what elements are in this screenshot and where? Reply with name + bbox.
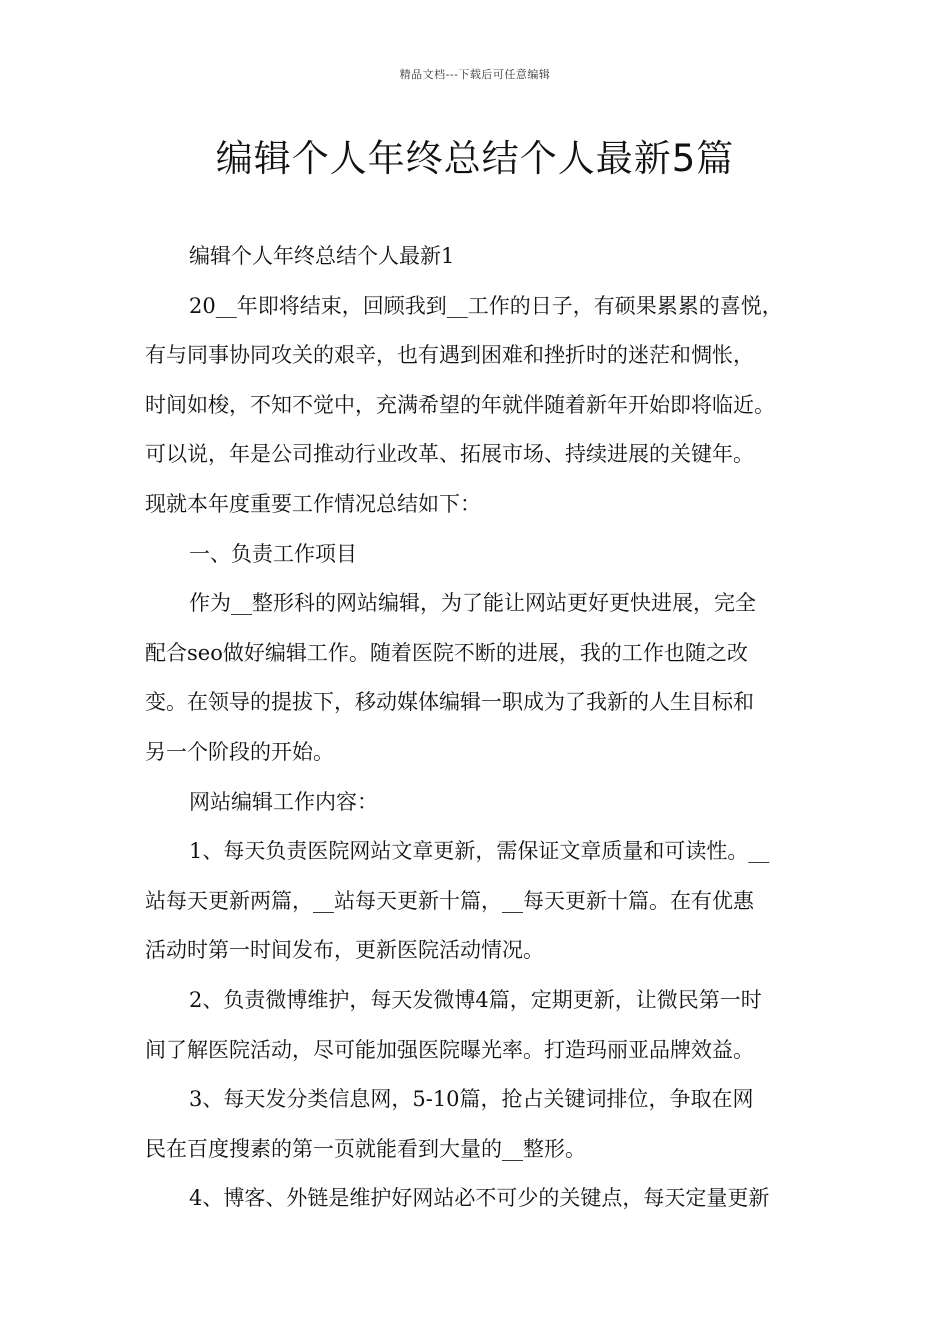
list-item-line: 间了解医院活动，尽可能加强医院曝光率。打造玛丽亚品牌效益。 (145, 1037, 754, 1062)
paragraph-line: 变。在领导的提拔下，移动媒体编辑一职成为了我新的人生目标和 (145, 690, 754, 715)
header-note: 精品文档---下载后可任意编辑 (399, 68, 551, 81)
paragraph-line: 网站编辑工作内容： (189, 789, 378, 814)
list-item-line: 1、每天负责医院网站文章更新，需保证文章质量和可读性。__ (189, 839, 770, 864)
list-item-line: 活动时第一时间发布，更新医院活动情况。 (145, 938, 544, 963)
document-title: 编辑个人年终总结个人最新5篇 (215, 137, 735, 180)
paragraph-line: 作为__整形科的网站编辑，为了能让网站更好更快进展，完全 (189, 591, 756, 616)
paragraph-line: 可以说，年是公司推动行业改革、拓展市场、持续进展的关键年。 (145, 442, 754, 467)
document-body (145, 232, 815, 1224)
list-item-line: 2、负责微博维护，每天发微博4篇，定期更新，让微民第一时 (189, 987, 762, 1012)
paragraph-line: 另一个阶段的开始。 (145, 739, 334, 764)
paragraph-line: 配合seo做好编辑工作。随着医院不断的进展，我的工作也随之改 (145, 640, 748, 665)
section-heading: 编辑个人年终总结个人最新1 (189, 244, 455, 268)
paragraph-line: 20__年即将结束，回顾我到__工作的日子，有硕果累累的喜悦， (189, 293, 783, 318)
list-item-line: 4、博客、外链是维护好网站必不可少的关键点，每天定量更新 (189, 1186, 770, 1211)
subsection-heading: 一、负责工作项目 (189, 541, 357, 566)
paragraph-line: 时间如梭，不知不觉中，充满希望的年就伴随着新年开始即将临近。 (145, 392, 775, 417)
paragraph-line: 有与同事协同攻关的艰辛，也有遇到困难和挫折时的迷茫和惆怅， (145, 343, 754, 368)
list-item-line: 民在百度搜素的第一页就能看到大量的__整形。 (145, 1136, 586, 1161)
paragraph-line: 现就本年度重要工作情况总结如下： (145, 491, 481, 516)
list-item-line: 站每天更新两篇，__站每天更新十篇，__每天更新十篇。在有优惠 (145, 888, 754, 913)
list-item-line: 3、每天发分类信息网，5-10篇，抢占关键词排位，争取在网 (189, 1087, 754, 1112)
